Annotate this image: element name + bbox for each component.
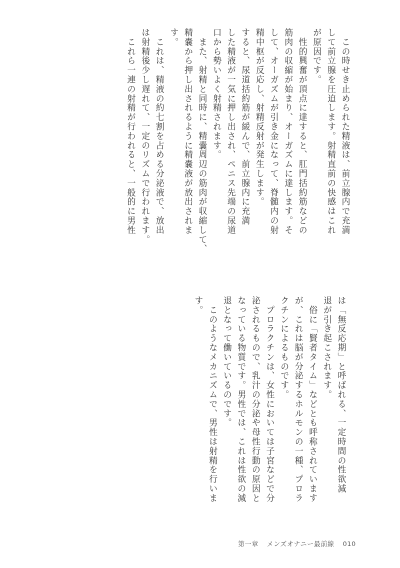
- text-line: なっている物質です。男性では、これは性欲の減: [235, 296, 246, 503]
- text-line: して、オーガズムが引き金になって、脊髄内の射: [268, 28, 279, 235]
- text-line: このようなメカニズムで、男性は射精を行いま: [207, 296, 218, 503]
- text-line: して前立腺を圧迫します。射精直前の快感はこれ: [325, 28, 336, 235]
- text-line: 性的興奮が頂点に達すると、肛門括約筋などの: [297, 28, 308, 235]
- text-line: 俗に「賢者タイム」などとも呼称されています: [307, 296, 318, 503]
- text-line: は「無反応期」と呼ばれる、一定時間の性欲減: [336, 296, 346, 494]
- lower-text-block: [28, 296, 348, 541]
- text-line: 泌されるもので、乳汁の分泌や母性行動の原因と: [250, 296, 261, 503]
- footer-page-number: 010: [342, 540, 356, 548]
- text-line: プロラクチンは、女性においては子宮などで分: [264, 296, 275, 503]
- text-line: すると、尿道括約筋が緩んで、前立腺内に充満: [239, 28, 250, 226]
- text-line: した精液が一気に押し出され、ペニス先端の尿道: [225, 28, 236, 235]
- footer-section: メンズオナニー最前線: [266, 540, 335, 548]
- text-line: クチンによるものです。: [278, 296, 289, 400]
- upper-text-block: [32, 28, 352, 273]
- text-line: 筋肉の収縮が始まり、オーガズムに達します。そ: [282, 28, 293, 235]
- text-line: が、これは脳が分泌するホルモンの一種、プロラ: [293, 296, 304, 503]
- footer-chapter: 第一章: [237, 540, 259, 548]
- text-line: 退が引き起こされます。: [321, 296, 332, 400]
- text-line: 精中枢が反応し、射精反射が発生します。: [254, 28, 265, 207]
- text-line: これら一連の射精が行われると、一般的に男性: [125, 28, 136, 235]
- text-line: が原因です。: [311, 28, 322, 85]
- text-line: この時せき止められた精液は、前立腺内で充満: [340, 28, 350, 235]
- text-line: は射精後少し遅れて、一定のリズムで行われます。: [139, 28, 150, 245]
- text-line: 精嚢から押し出されるように精嚢液が放出されま: [182, 28, 193, 235]
- text-line: す。: [168, 28, 179, 47]
- page-footer: [232, 539, 356, 548]
- text-line: す。: [193, 296, 204, 315]
- text-line: また、射精と同時に、精嚢周辺の筋肉が収縮して、: [197, 28, 208, 254]
- text-line: 口から勢いよく射精されます。: [211, 28, 222, 160]
- text-line: これは、精液の約七割を占める分泌液で、放出: [154, 28, 165, 235]
- text-line: 退となって働いているのです。: [221, 296, 232, 428]
